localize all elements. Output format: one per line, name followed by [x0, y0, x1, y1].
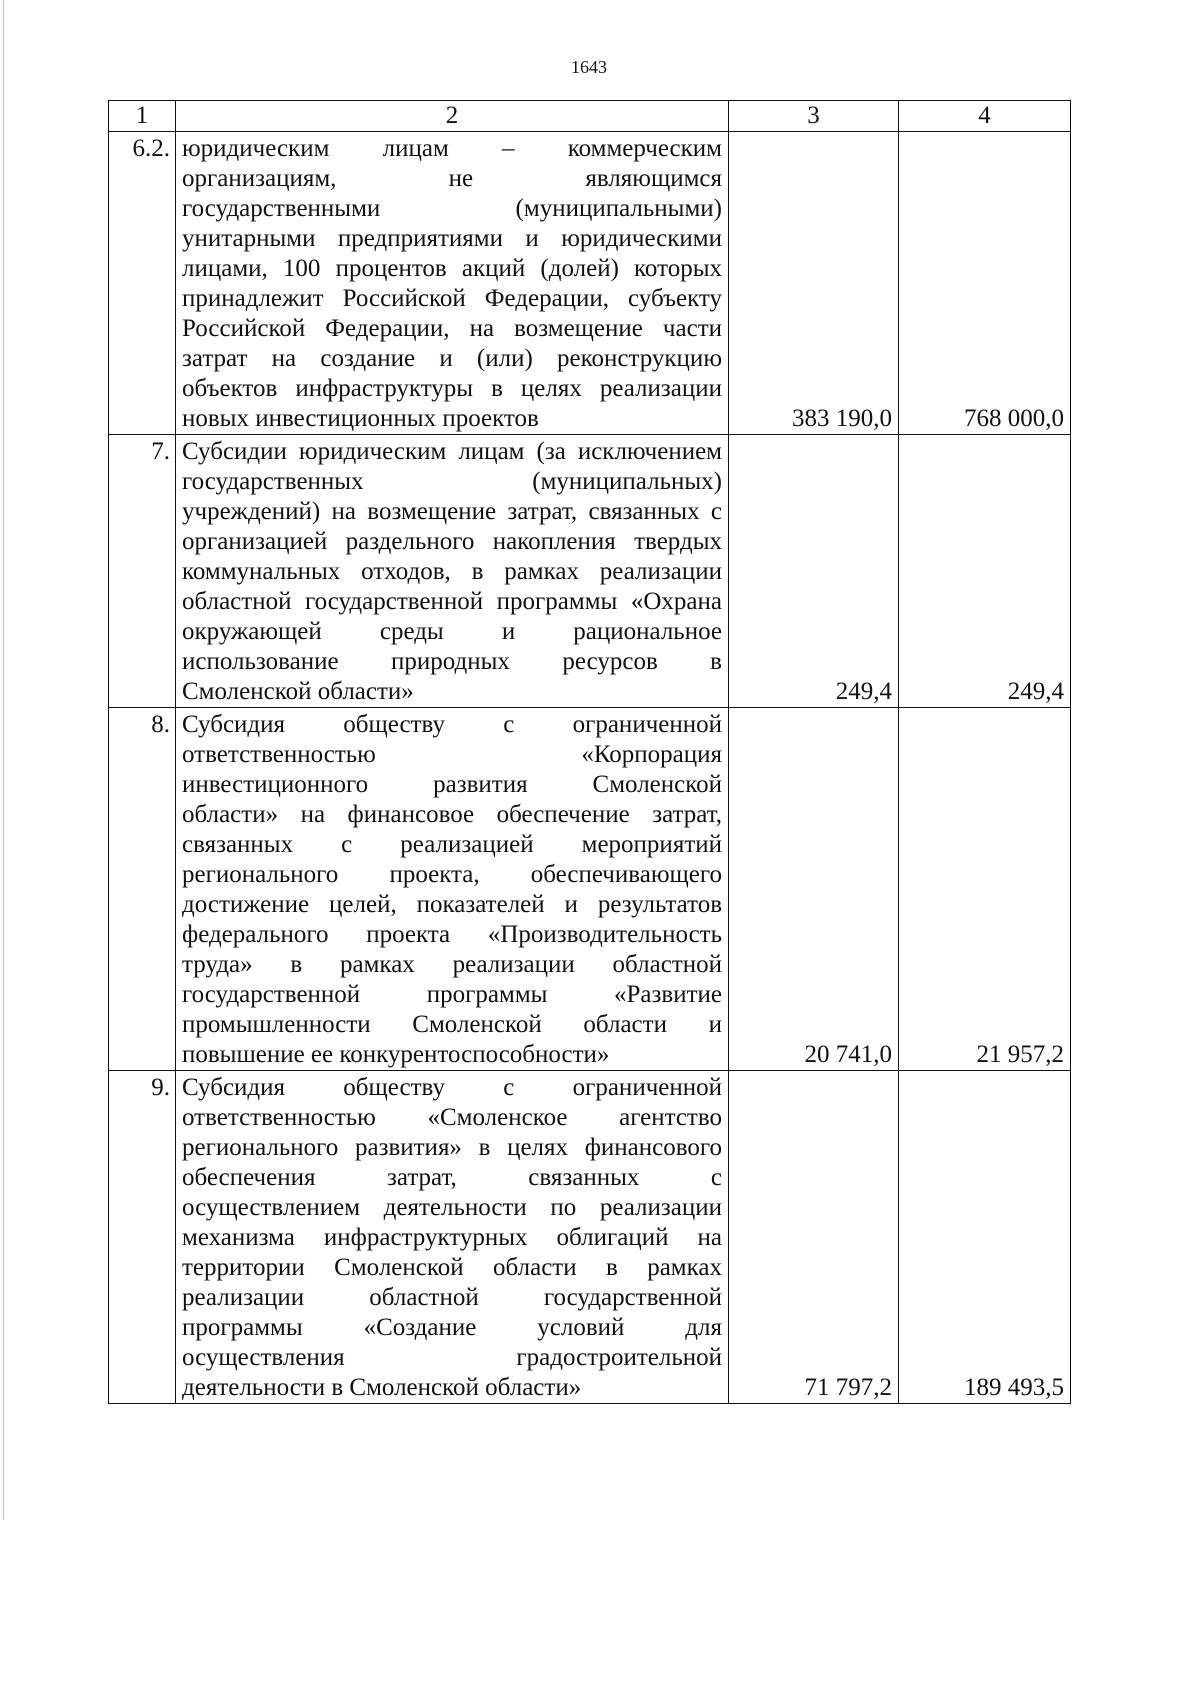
- description-line: коммунальных отходов, в рамках реализации: [182, 558, 722, 585]
- row-description: [176, 1071, 729, 1404]
- amount-col-3: 383 190,0: [729, 132, 899, 435]
- description-line: обеспечения затрат, связанных с: [182, 1164, 722, 1191]
- description-line: труда» в рамках реализации областной: [182, 951, 722, 978]
- description-line: территории Смоленской области в рамках: [182, 1254, 722, 1281]
- description-line: достижение целей, показателей и результатов: [182, 891, 722, 918]
- amount-col-3: 20 741,0: [729, 708, 899, 1071]
- table-header-row: [109, 101, 1071, 132]
- description-line: повышение ее конкурентоспособности»: [182, 1041, 610, 1068]
- description-line: связанных с реализацией мероприятий: [182, 831, 722, 858]
- budget-table: [108, 100, 1071, 1404]
- table-row: [109, 1071, 1071, 1404]
- description-line: Субсидия обществу с ограниченной: [182, 1074, 722, 1101]
- description-line: механизма инфраструктурных облигаций на: [182, 1224, 722, 1251]
- description-line: Субсидия обществу с ограниченной: [182, 711, 722, 738]
- amount-col-4: 21 957,2: [899, 708, 1071, 1071]
- description-line: затрат на создание и (или) реконструкцию: [182, 345, 722, 372]
- description-line: осуществления градостроительной: [182, 1344, 722, 1371]
- description-line: ответственностью «Корпорация: [182, 741, 722, 768]
- description-line: областной государственной программы «Охрана: [182, 588, 722, 615]
- description-line: юридическим лицам – коммерческим: [182, 135, 722, 162]
- description-line: ответственностью «Смоленское агентство: [182, 1104, 722, 1131]
- table-row: [109, 708, 1071, 1071]
- description-line: области» на финансовое обеспечение затрат,: [182, 801, 722, 828]
- description-line: Смоленской области»: [182, 678, 414, 705]
- description-line: объектов инфраструктуры в целях реализации: [182, 375, 722, 402]
- description-line: осуществлением деятельности по реализации: [182, 1194, 722, 1221]
- table-body: [109, 132, 1071, 1404]
- row-description: [176, 435, 729, 708]
- description-line: государственной программы «Развитие: [182, 981, 722, 1008]
- page-number: 1643: [571, 57, 607, 77]
- description-line: организациям, не являющимся: [182, 165, 722, 192]
- description-line: окружающей среды и рациональное: [182, 618, 722, 645]
- description-line: использование природных ресурсов в: [182, 648, 722, 675]
- description-line: реализации областной государственной: [182, 1284, 722, 1311]
- description-line: новых инвестиционных проектов: [182, 405, 539, 432]
- description-line: инвестиционного развития Смоленской: [182, 771, 722, 798]
- row-number: 7.: [109, 435, 176, 708]
- description-line: учреждений) на возмещение затрат, связанных с: [182, 498, 722, 525]
- description-line: государственных (муниципальных): [182, 468, 722, 495]
- scan-edge-line: [3, 0, 4, 1520]
- row-number: 6.2.: [109, 132, 176, 435]
- table-row: [109, 132, 1071, 435]
- row-description: [176, 132, 729, 435]
- header-col-3: 3: [729, 101, 899, 132]
- amount-col-4: 249,4: [899, 435, 1071, 708]
- description-line: регионального развития» в целях финансового: [182, 1134, 722, 1161]
- description-line: принадлежит Российской Федерации, субъекту: [182, 285, 722, 312]
- description-line: федерального проекта «Производительность: [182, 921, 722, 948]
- description-line: организацией раздельного накопления твердых: [182, 528, 722, 555]
- row-number: 9.: [109, 1071, 176, 1404]
- header-col-4: 4: [899, 101, 1071, 132]
- row-number: 8.: [109, 708, 176, 1071]
- description-line: государственными (муниципальными): [182, 195, 722, 222]
- amount-col-4: 768 000,0: [899, 132, 1071, 435]
- description-line: унитарными предприятиями и юридическими: [182, 225, 722, 252]
- table-row: [109, 435, 1071, 708]
- header-col-1: 1: [109, 101, 176, 132]
- description-line: Российской Федерации, на возмещение части: [182, 315, 722, 342]
- amount-col-3: 249,4: [729, 435, 899, 708]
- header-col-2: 2: [176, 101, 729, 132]
- description-line: программы «Создание условий для: [182, 1314, 722, 1341]
- description-line: деятельности в Смоленской области»: [182, 1374, 582, 1401]
- description-line: промышленности Смоленской области и: [182, 1011, 722, 1038]
- amount-col-3: 71 797,2: [729, 1071, 899, 1404]
- row-description: [176, 708, 729, 1071]
- description-line: Субсидии юридическим лицам (за исключением: [182, 438, 722, 465]
- description-line: лицами, 100 процентов акций (долей) которых: [182, 255, 722, 282]
- amount-col-4: 189 493,5: [899, 1071, 1071, 1404]
- description-line: регионального проекта, обеспечивающего: [182, 861, 722, 888]
